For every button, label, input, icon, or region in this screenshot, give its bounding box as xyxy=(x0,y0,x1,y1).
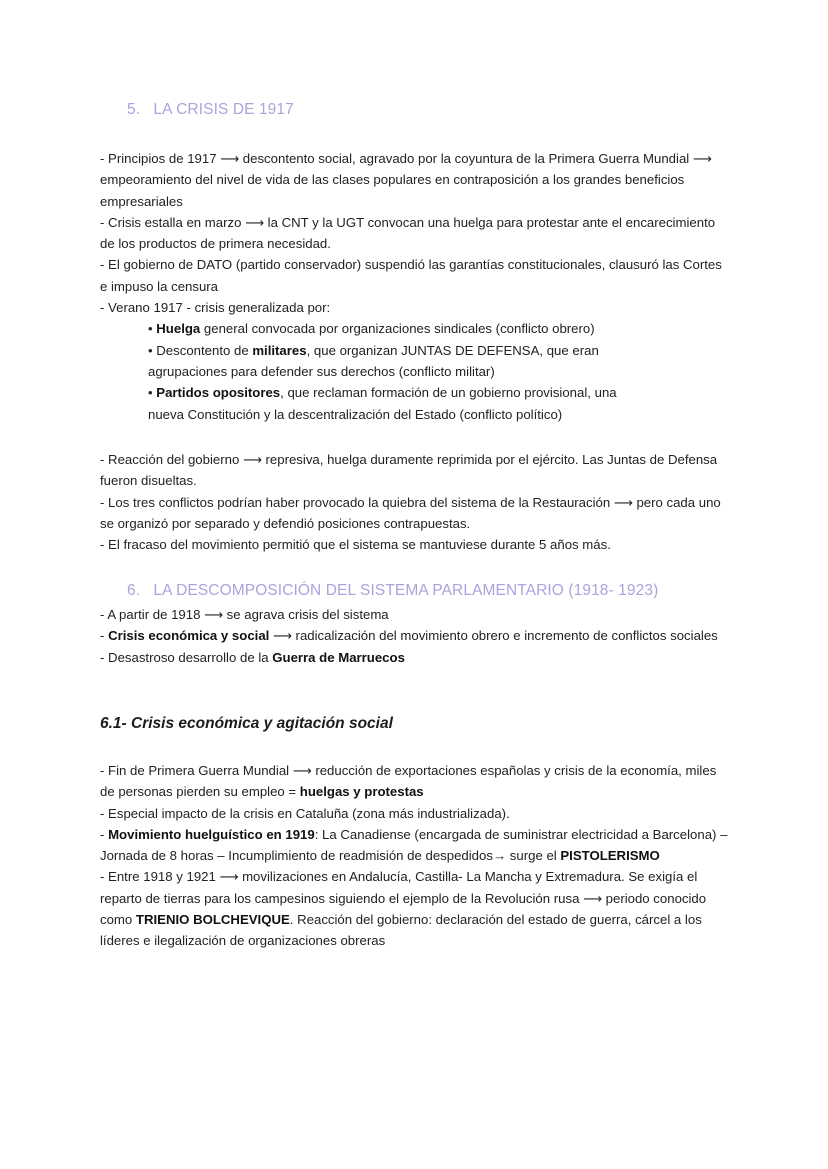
paragraph: - Entre 1918 y 1921 ⟶ movilizaciones en Andalucía, Castilla- La Mancha y Extremadura. Se exigía el reparto de tierras para los campesinos siguiendo el ejemplo de la Revolución rusa ⟶ periodo conocido como TRIENIO BOLCHEVIQUE. Reacción del gobierno: declaración del estado de guerra, cárcel a los líderes e ilegalización de organizaciones obreras xyxy=(100,869,707,949)
paragraph: - Fin de Primera Guerra Mundial ⟶ reducción de exportaciones españolas y crisis de la economía, miles de personas pierden su empleo = huelgas y protestas xyxy=(100,763,717,800)
section-6-1-heading: 6.1- Crisis económica y agitación social xyxy=(100,715,393,732)
paragraph: - Movimiento huelguístico en 1919: La Canadiense (encargada de suministrar electricidad a Barcelona) – Jornada de 8 horas – Incumplimiento de readmisión de despedidos→ surge el PISTOLERISMO xyxy=(100,826,728,864)
bullet-item: • Descontento de militares, que organizan JUNTAS DE DEFENSA, que eran agrupaciones para defender sus derechos (conflicto militar) xyxy=(148,342,599,379)
paragraph: - Crisis estalla en marzo ⟶ la CNT y la UGT convocan una huelga para protestar ante el encarecimiento de los productos de primera necesidad. xyxy=(100,214,716,252)
paragraph: - Reacción del gobierno ⟶ represiva, huelga duramente reprimida por el ejército. Las Juntas de Defensa fueron disueltas. xyxy=(100,452,718,489)
paragraph: - Principios de 1917 ⟶ descontento social, agravado por la coyuntura de la Primera Guerra Mundial ⟶ empeoramiento del nivel de vida de las clases populares en contraposición a los grandes beneficios empresariales xyxy=(100,151,712,209)
bullet-item: • Huelga general convocada por organizaciones sindicales (conflicto obrero) xyxy=(148,321,595,337)
paragraph: - Desastroso desarrollo de la Guerra de Marruecos xyxy=(100,649,405,665)
paragraph: - El fracaso del movimiento permitió que el sistema se mantuviese durante 5 años más. xyxy=(100,537,611,553)
paragraph: - Verano 1917 - crisis generalizada por: xyxy=(100,300,331,316)
section-5-heading xyxy=(127,101,294,119)
section-6-1-body xyxy=(100,760,730,952)
bullet-list xyxy=(100,318,618,424)
paragraph: - Especial impacto de la crisis en Cataluña (zona más industrializada). xyxy=(100,805,510,821)
section-5-title: LA CRISIS DE 1917 xyxy=(153,101,294,118)
section-6-number: 6. xyxy=(127,582,141,599)
section-5-conclusion xyxy=(100,449,730,555)
bullet-item: • Partidos opositores, que reclaman formación de un gobierno provisional, una nueva Constitución y la descentralización del Estado (conflicto político) xyxy=(148,385,617,422)
section-5-body xyxy=(100,148,730,425)
section-5-number: 5. xyxy=(127,101,141,118)
section-6-title: LA DESCOMPOSICIÓN DEL SISTEMA PARLAMENTARIO (1918- 1923) xyxy=(153,582,659,599)
paragraph: - Los tres conflictos podrían haber provocado la quiebra del sistema de la Restauración ⟶ pero cada uno se organizó por separado y defendió posiciones contrapuestas. xyxy=(100,494,721,531)
paragraph: - A partir de 1918 ⟶ se agrava crisis del sistema xyxy=(100,607,389,622)
section-6-body xyxy=(100,604,730,668)
paragraph: - Crisis económica y social ⟶ radicalización del movimiento obrero e incremento de conflictos sociales xyxy=(100,628,718,644)
section-6-heading xyxy=(127,582,658,600)
paragraph: - El gobierno de DATO (partido conservador) suspendió las garantías constitucionales, clausuró las Cortes e impuso la censura xyxy=(100,257,722,294)
